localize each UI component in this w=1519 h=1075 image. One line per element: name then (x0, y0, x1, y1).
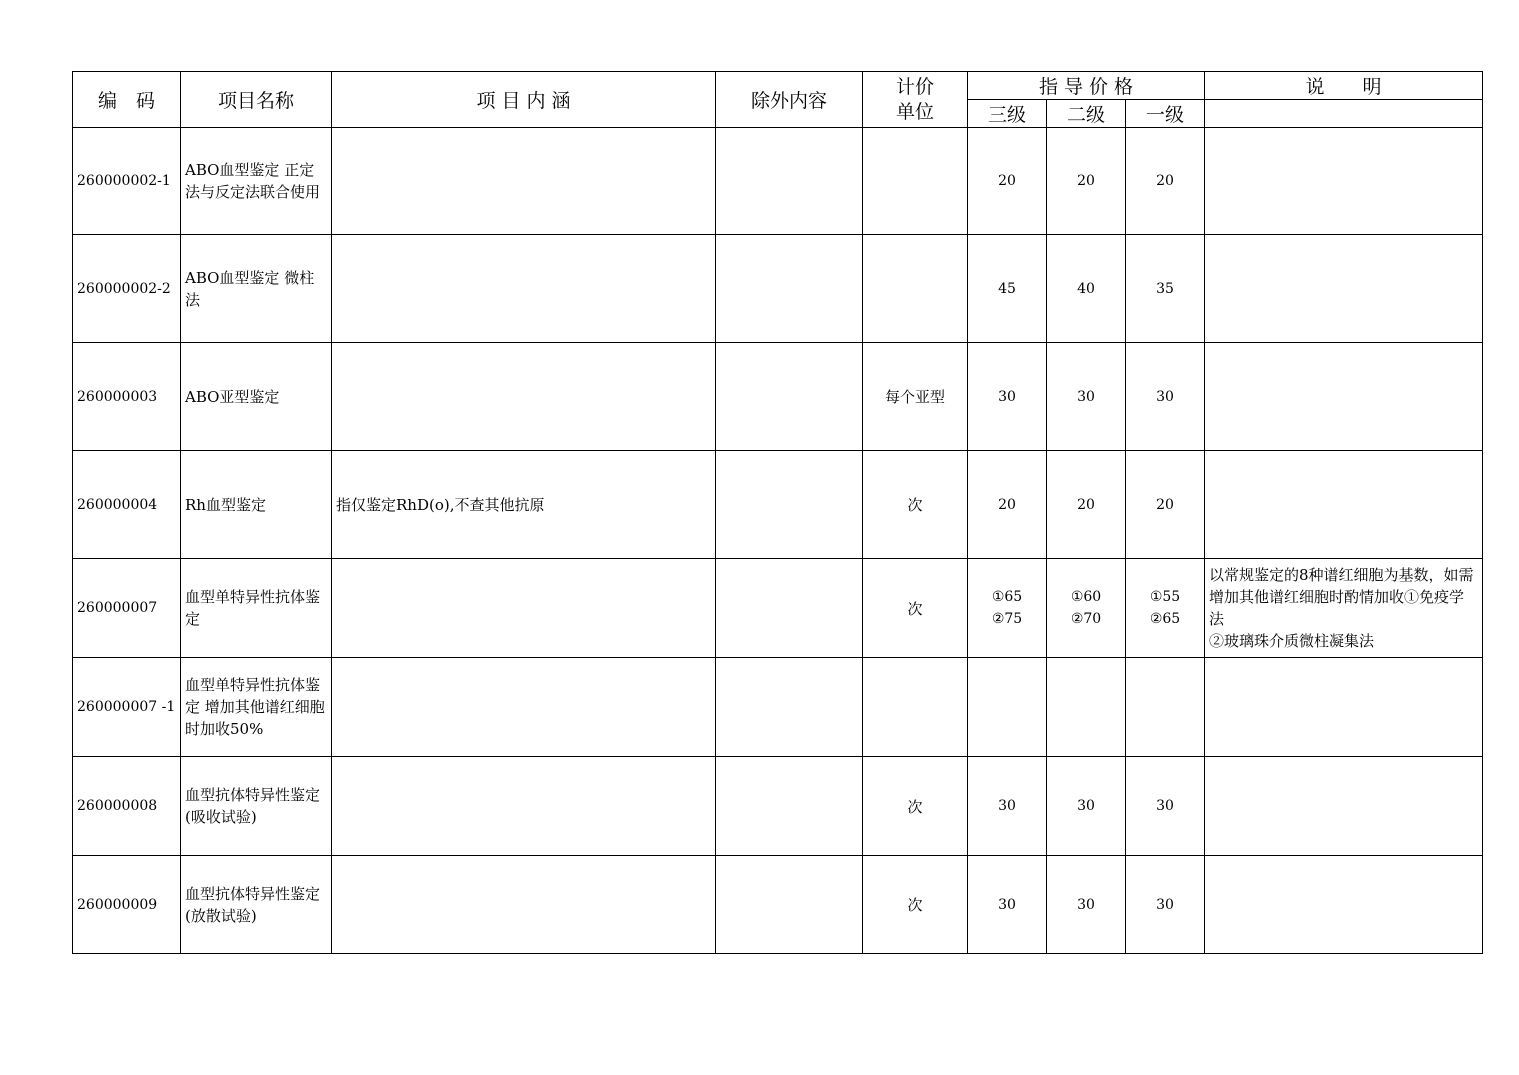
table-row (73, 757, 1483, 856)
row-name: Rh血型鉴定 (181, 451, 332, 559)
row-price-p3 (968, 343, 1047, 451)
row-content (332, 559, 716, 658)
row-price-p2 (1047, 235, 1126, 343)
row-code: 260000007 -1 (73, 658, 181, 757)
price-value: ②70 (1070, 611, 1102, 627)
row-code: 260000002-1 (73, 128, 181, 235)
price-value: ①55 (1149, 589, 1181, 605)
row-code: 260000007 (73, 559, 181, 658)
header-guide-price: 指 导 价 格 (968, 72, 1205, 100)
row-price-p2 (1047, 128, 1126, 235)
row-price-p3 (968, 128, 1047, 235)
row-content: 指仅鉴定RhD(o),不查其他抗原 (332, 451, 716, 559)
row-price-p1 (1126, 559, 1205, 658)
header-level2: 二级 (1047, 100, 1126, 128)
price-value: 20 (998, 496, 1016, 513)
price-value: 20 (1156, 173, 1174, 189)
row-code: 260000008 (73, 757, 181, 856)
price-value: 20 (1077, 173, 1095, 189)
row-note (1205, 343, 1483, 451)
table-row (73, 235, 1483, 343)
header-unit-line2: 单位 (895, 100, 934, 123)
row-unit: 次 (863, 856, 968, 954)
row-excluded (716, 658, 863, 757)
header-content: 项 目 内 涵 (332, 72, 716, 128)
row-note (1205, 128, 1483, 235)
row-name: ABO亚型鉴定 (181, 343, 332, 451)
row-unit: 次 (863, 451, 968, 559)
price-value: 30 (1077, 388, 1095, 405)
price-value: ②65 (1149, 611, 1181, 627)
row-note (1205, 856, 1483, 954)
price-value: ①65 (991, 589, 1023, 605)
table-row (73, 658, 1483, 757)
row-note (1205, 235, 1483, 343)
row-price-p3 (968, 451, 1047, 559)
row-price-p1 (1126, 757, 1205, 856)
row-name: 血型抗体特异性鉴定(吸收试验) (181, 757, 332, 856)
price-value: ②75 (991, 611, 1023, 627)
price-value: 30 (1156, 388, 1174, 405)
price-value: 35 (1156, 280, 1174, 297)
header-code: 编 码 (73, 72, 181, 128)
row-excluded (716, 757, 863, 856)
row-code: 260000003 (73, 343, 181, 451)
row-name: 血型单特异性抗体鉴定 (181, 559, 332, 658)
row-note (1205, 757, 1483, 856)
row-name: ABO血型鉴定 正定法与反定法联合使用 (181, 128, 332, 235)
row-price-p2 (1047, 757, 1126, 856)
row-unit (863, 235, 968, 343)
row-content (332, 128, 716, 235)
row-note (1205, 658, 1483, 757)
header-name: 项目名称 (181, 72, 332, 128)
price-value: 20 (998, 173, 1016, 189)
price-value: 30 (1156, 798, 1174, 814)
row-code: 260000002-2 (73, 235, 181, 343)
row-excluded (716, 559, 863, 658)
row-price-p2 (1047, 559, 1126, 658)
header-note: 说 明 (1205, 72, 1483, 100)
row-excluded (716, 451, 863, 559)
row-price-p1 (1126, 658, 1205, 757)
row-price-p1 (1126, 343, 1205, 451)
row-price-p3 (968, 559, 1047, 658)
table-row (73, 559, 1483, 658)
row-content (332, 856, 716, 954)
header-excluded: 除外内容 (716, 72, 863, 128)
note-line: 以常规鉴定的8种谱红细胞为基数，如需增加其他谱红细胞时酌情加收①免疫学法 (1209, 566, 1474, 628)
price-table (72, 71, 1483, 954)
price-value: ①60 (1070, 589, 1102, 605)
header-note-sub (1205, 100, 1483, 128)
table-row (73, 451, 1483, 559)
row-unit (863, 658, 968, 757)
table-body (73, 128, 1483, 954)
price-value: 30 (1077, 896, 1095, 913)
row-price-p3 (968, 658, 1047, 757)
row-content (332, 235, 716, 343)
row-excluded (716, 343, 863, 451)
price-value: 30 (998, 798, 1016, 814)
price-value: 30 (1156, 896, 1174, 913)
header-unit-line1: 计价 (895, 75, 934, 98)
table-row (73, 343, 1483, 451)
row-content (332, 343, 716, 451)
price-value: 30 (998, 388, 1016, 405)
price-value: 30 (1077, 798, 1095, 814)
row-price-p2 (1047, 658, 1126, 757)
row-name: 血型抗体特异性鉴定(放散试验) (181, 856, 332, 954)
row-excluded (716, 235, 863, 343)
header-level1: 一级 (1126, 100, 1205, 128)
row-price-p2 (1047, 343, 1126, 451)
row-note (1205, 451, 1483, 559)
row-price-p2 (1047, 451, 1126, 559)
price-value: 20 (1156, 496, 1174, 513)
table-row (73, 856, 1483, 954)
row-price-p1 (1126, 235, 1205, 343)
row-name: ABO血型鉴定 微柱法 (181, 235, 332, 343)
table-row (73, 128, 1483, 235)
price-value: 45 (998, 280, 1016, 297)
row-name: 血型单特异性抗体鉴定 增加其他谱红细胞时加收50% (181, 658, 332, 757)
row-price-p3 (968, 856, 1047, 954)
price-value: 20 (1077, 496, 1095, 513)
row-content (332, 757, 716, 856)
header-unit (863, 72, 968, 128)
note-line: ②玻璃珠介质微柱凝集法 (1209, 632, 1375, 650)
row-excluded (716, 128, 863, 235)
header-level3: 三级 (968, 100, 1047, 128)
price-value: 40 (1077, 280, 1095, 297)
row-code: 260000009 (73, 856, 181, 954)
row-price-p1 (1126, 856, 1205, 954)
row-price-p1 (1126, 128, 1205, 235)
row-code: 260000004 (73, 451, 181, 559)
row-price-p1 (1126, 451, 1205, 559)
row-note (1205, 559, 1483, 658)
row-unit (863, 128, 968, 235)
row-unit: 每个亚型 (863, 343, 968, 451)
row-price-p3 (968, 235, 1047, 343)
row-content (332, 658, 716, 757)
row-price-p3 (968, 757, 1047, 856)
price-value: 30 (998, 896, 1016, 913)
row-unit: 次 (863, 757, 968, 856)
row-price-p2 (1047, 856, 1126, 954)
row-unit: 次 (863, 559, 968, 658)
row-excluded (716, 856, 863, 954)
